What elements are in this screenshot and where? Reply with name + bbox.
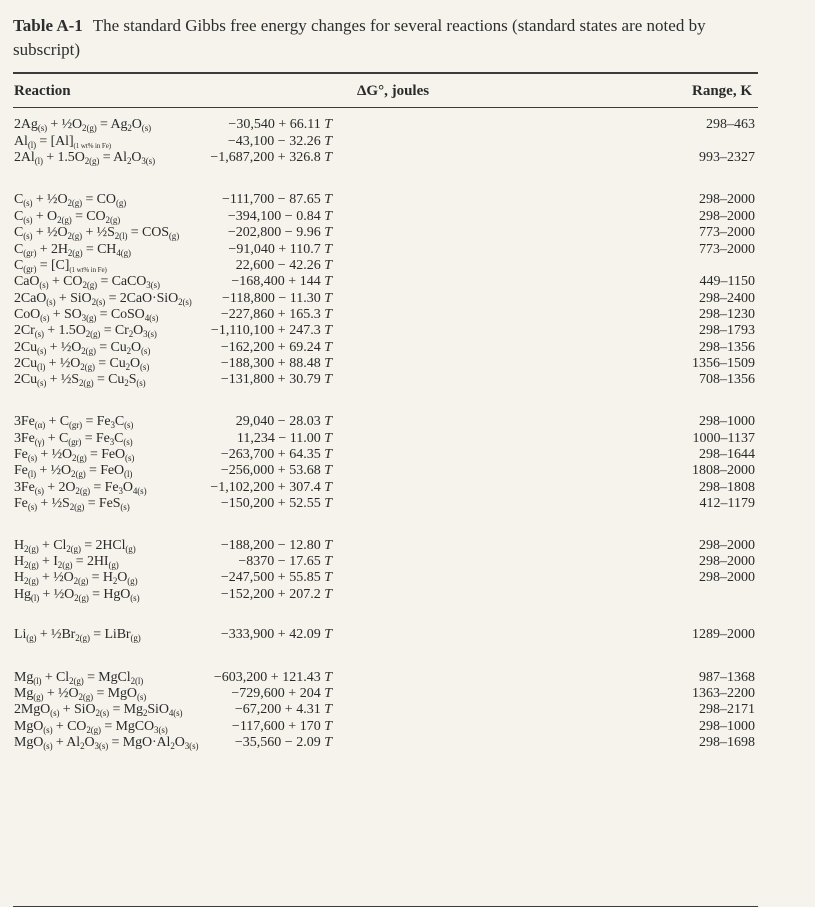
range-cell: 1000–1137 (692, 431, 755, 446)
delta-g-cell: −162,200 + 69.24 T (220, 340, 332, 355)
reaction-cell: $2Cu_{(l)}$ + $\frac{1}{2}O_{2(g)} = Cu_2O_{(s)}$ (14, 356, 150, 372)
table-row (13, 554, 758, 570)
delta-g-cell: −118,800 − 11.30 T (221, 291, 332, 306)
table-row (13, 209, 758, 225)
range-cell: 298–1000 (699, 719, 755, 734)
reaction-cell: $H_{2(g)} + I_{2(g)} = 2HI_{(g)}$ (14, 554, 119, 570)
delta-g-cell: −111,700 − 87.65 T (221, 192, 332, 207)
reaction-cell: $C_{(gr)} + 2H_{2(g)} = CH_{4(g)}$ (14, 242, 131, 258)
reaction-cell: $H_{2(g)} + Cl_{2(g)} = 2HCl_{(g)}$ (14, 538, 136, 554)
delta-g-cell: −152,200 + 207.2 T (220, 587, 332, 602)
range-cell: 773–2000 (699, 225, 755, 240)
header-rule (13, 107, 758, 108)
range-cell: 298–2000 (699, 209, 755, 224)
top-rule (13, 72, 758, 74)
table-row (13, 735, 758, 751)
delta-g-cell: −333,900 + 42.09 T (220, 627, 332, 642)
reaction-cell: $MgO_{(s)} + CO_{2(g)}$ = MgCO$_{3(s)}$ (14, 719, 168, 735)
range-cell: 987–1368 (699, 670, 755, 685)
range-cell: 1289–2000 (692, 627, 755, 642)
table-row (13, 538, 758, 554)
reaction-cell: $Fe_{(l)}$ + $\frac{1}{2}O_{2(g)} = FeO_{(l)}$ (14, 463, 133, 479)
reaction-cell: $MgO_{(s)} + Al_2O_{3(s)} = MgO\cdot Al_2O_{3(s)}$ (14, 735, 199, 751)
range-cell: 1808–2000 (692, 463, 755, 478)
table-row (13, 134, 758, 150)
table-row (13, 242, 758, 258)
table-row (13, 192, 758, 208)
range-cell: 298–2000 (699, 570, 755, 585)
table-caption (13, 14, 758, 62)
delta-g-cell: −35,560 − 2.09 T (234, 735, 332, 750)
reaction-cell: $C_{(s)}$ + $\frac{1}{2}O_{2(g)} = CO_{(g)}$ (14, 192, 127, 208)
range-cell: 449–1150 (699, 274, 755, 289)
table-row (13, 274, 758, 290)
table-row (13, 307, 758, 323)
table-row (13, 587, 758, 603)
reaction-cell: $2Cr_{(s)} + 1.5O_{2(g)} = Cr_2O_{3(s)}$ (14, 323, 157, 339)
range-cell: 298–2000 (699, 538, 755, 553)
table-row (13, 719, 758, 735)
table-row (13, 670, 758, 686)
table-row (13, 340, 758, 356)
delta-g-cell: −150,200 + 52.55 T (220, 496, 332, 511)
reaction-cell: $Mg_{(l)} + Cl_{2(g)}$ = MgCl$_{2(l)}$ (14, 670, 144, 686)
range-cell: 298–1793 (699, 323, 755, 338)
reaction-cell: $Mg_{(g)}$ + $\frac{1}{2}O_{2(g)} = MgO_{(s)}$ (14, 686, 147, 702)
reaction-cell: $CaO_{(s)} + CO_{2(g)}$ = CaCO$_{3(s)}$ (14, 274, 160, 290)
reaction-cell: $CoO_{(s)} + SO_{3(g)}$ = CoSO$_{4(s)}$ (14, 307, 159, 323)
range-cell: 298–2171 (699, 702, 755, 717)
delta-g-cell: −188,300 + 88.48 T (220, 356, 332, 371)
table-row (13, 356, 758, 372)
reaction-cell: $Fe_{(s)}$ + $\frac{1}{2}S_{2(g)} = FeS_{(s)}$ (14, 496, 130, 512)
table-row (13, 496, 758, 512)
reaction-cell: $C_{(gr)} = [C]_{(1 wt\% in Fe)}$ (14, 258, 107, 274)
delta-g-cell: −67,200 + 4.31 T (234, 702, 332, 717)
table-row (13, 117, 758, 133)
reaction-cell: $2Cu_{(s)}$ + $\frac{1}{2}O_{2(g)} = Cu_2O_{(s)}$ (14, 340, 151, 356)
table-row (13, 150, 758, 166)
table-row (13, 463, 758, 479)
delta-g-cell: −188,200 − 12.80 T (220, 538, 332, 553)
table-number: Table A-1 (13, 16, 83, 35)
range-cell: 993–2327 (699, 150, 755, 165)
delta-g-cell: −603,200 + 121.43 T (213, 670, 332, 685)
range-cell: 298–1644 (699, 447, 755, 462)
reaction-cell: $Al_{(l)} = [Al]_{(1 wt\% in Fe)}$ (14, 134, 111, 150)
delta-g-cell: −227,860 + 165.3 T (220, 307, 332, 322)
header-delta-g: ΔG°, joules (357, 83, 430, 99)
delta-g-cell: 29,040 − 28.03 T (235, 414, 332, 429)
delta-g-cell: −168,400 + 144 T (231, 274, 332, 289)
delta-g-cell: −30,540 + 66.11 T (228, 117, 332, 132)
reaction-cell: $Li_{(g)}$ + $\frac{1}{2}Br_{2(g)}$ = LiBr$_{(g)}$ (14, 627, 141, 643)
reaction-cell: $2MgO_{(s)} + SiO_{2(s)} = Mg_2SiO_{4(s)}$ (14, 702, 183, 718)
delta-g-cell: −8370 − 17.65 T (238, 554, 332, 569)
delta-g-cell: −43,100 − 32.26 T (227, 134, 332, 149)
table-row (13, 686, 758, 702)
table-row (13, 702, 758, 718)
reaction-cell: $2Cu_{(s)}$ + $\frac{1}{2}S_{2(g)} = Cu_2S_{(s)}$ (14, 372, 146, 388)
table-caption-text: The standard Gibbs free energy changes for several reactions (standard states are noted by subscript) (13, 16, 706, 59)
delta-g-cell: −117,600 + 170 T (231, 719, 332, 734)
range-cell: 298–1000 (699, 414, 755, 429)
range-cell: 708–1356 (699, 372, 755, 387)
header-reaction: Reaction (14, 83, 71, 99)
table-row (13, 291, 758, 307)
table-row (13, 447, 758, 463)
delta-g-cell: −1,110,100 + 247.3 T (210, 323, 332, 338)
table-row (13, 431, 758, 447)
reaction-cell: $Fe_{(s)}$ + $\frac{1}{2}O_{2(g)} = FeO_{(s)}$ (14, 447, 135, 463)
reaction-cell: $H_{2(g)}$ + $\frac{1}{2}O_{2(g)} = H_2O_{(g)}$ (14, 570, 138, 586)
range-cell: 298–1356 (699, 340, 755, 355)
delta-g-cell: −729,600 + 204 T (231, 686, 332, 701)
table-row (13, 258, 758, 274)
table-row (13, 570, 758, 586)
range-cell: 298–463 (706, 117, 755, 132)
reaction-cell: $2Ag_{(s)}$ + $\frac{1}{2}O_{2(g)} = Ag_2O_{(s)}$ (14, 117, 151, 133)
delta-g-cell: −256,000 + 53.68 T (220, 463, 332, 478)
table-row (13, 627, 758, 643)
delta-g-cell: −263,700 + 64.35 T (220, 447, 332, 462)
table-row (13, 323, 758, 339)
delta-g-cell: −202,800 − 9.96 T (227, 225, 332, 240)
table-row (13, 225, 758, 241)
reaction-cell: $Hg_{(l)}$ + $\frac{1}{2}O_{2(g)} = HgO_{(s)}$ (14, 587, 140, 603)
reaction-cell: $C_{(s)}$ + $\frac{1}{2}O_{2(g)}$ + $\frac{1}{2}S_{2(l)} = COS_{(g)}$ (14, 225, 180, 241)
reaction-cell: $C_{(s)} + O_{2(g)} = CO_{2(g)}$ (14, 209, 121, 225)
delta-g-cell: 11,234 − 11.00 T (236, 431, 332, 446)
range-cell: 298–1808 (699, 480, 755, 495)
range-cell: 412–1179 (699, 496, 755, 511)
range-cell: 298–2000 (699, 554, 755, 569)
table-row (13, 372, 758, 388)
table-row (13, 480, 758, 496)
delta-g-cell: −394,100 − 0.84 T (227, 209, 332, 224)
table-row (13, 414, 758, 430)
reaction-cell: $2Al_{(l)} + 1.5O_{2(g)} = Al_2O_{3(s)}$ (14, 150, 155, 166)
range-cell: 298–2000 (699, 192, 755, 207)
header-range: Range, K (692, 83, 752, 99)
delta-g-cell: −131,800 + 30.79 T (220, 372, 332, 387)
delta-g-cell: 22,600 − 42.26 T (235, 258, 332, 273)
reaction-cell: $3Fe_{(\alpha)} + C_{(gr)} = Fe_3C_{(s)}$ (14, 414, 134, 430)
delta-g-cell: −1,687,200 + 326.8 T (210, 150, 332, 165)
reaction-cell: $3Fe_{(\gamma)} + C_{(gr)} = Fe_3C_{(s)}$ (14, 431, 133, 447)
delta-g-cell: −1,102,200 + 307.4 T (210, 480, 332, 495)
reaction-cell: $3Fe_{(s)} + 2O_{2(g)} = Fe_3O_{4(s)}$ (14, 480, 147, 496)
reaction-cell: 2CaO$_{(s)}$ + SiO$_{2(s)}$ = 2CaO·SiO$_{2(s)}$ (14, 291, 192, 307)
range-cell: 1356–1509 (692, 356, 755, 371)
range-cell: 298–1230 (699, 307, 755, 322)
range-cell: 1363–2200 (692, 686, 755, 701)
range-cell: 298–2400 (699, 291, 755, 306)
delta-g-cell: −91,040 + 110.7 T (228, 242, 332, 257)
delta-g-cell: −247,500 + 55.85 T (220, 570, 332, 585)
range-cell: 773–2000 (699, 242, 755, 257)
range-cell: 298–1698 (699, 735, 755, 750)
